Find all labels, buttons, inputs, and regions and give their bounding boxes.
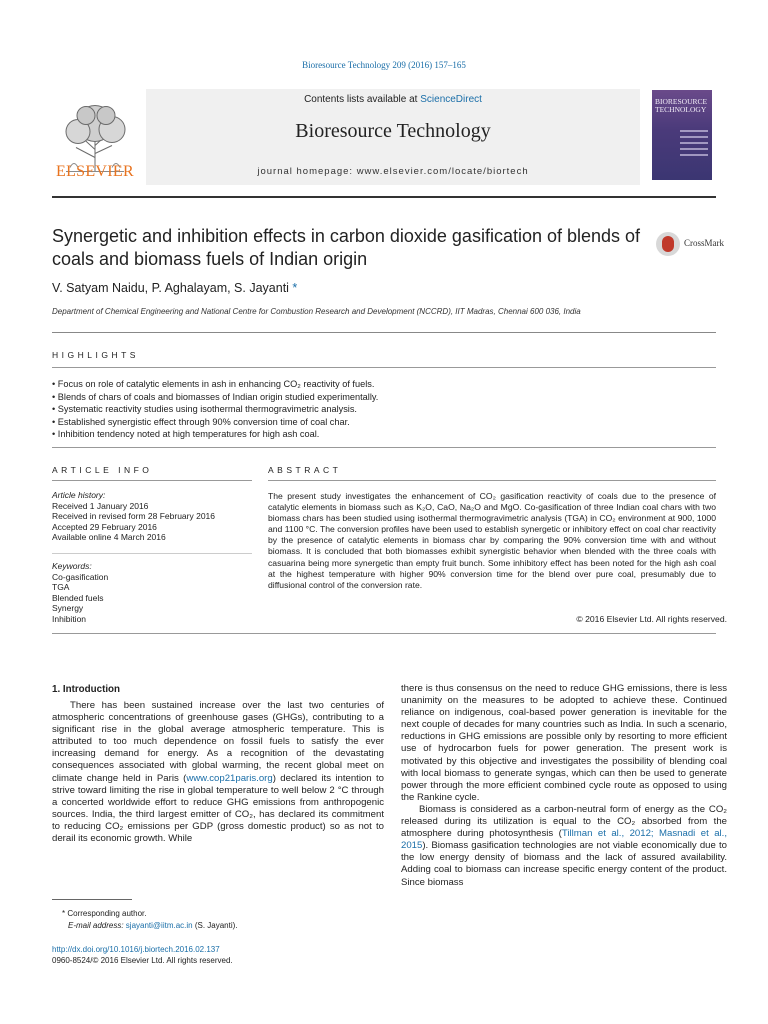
keyword-item: Blended fuels — [52, 592, 104, 603]
cop21-link[interactable]: www.cop21paris.org — [186, 772, 273, 784]
paper-title: Synergetic and inhibition effects in carbon dioxide gasification of blends of coals and biomass fuels of Indian origin — [52, 226, 641, 269]
highlight-item: • Focus on role of catalytic elements in ash in enhancing CO₂ reactivity of fuels. — [52, 378, 716, 391]
highlights-heading: HIGHLIGHTS — [52, 350, 139, 360]
email-label: E-mail address: — [68, 920, 126, 930]
highlights-list — [52, 378, 716, 441]
doi-block — [52, 944, 382, 966]
journal-cover-thumbnail[interactable] — [652, 90, 712, 180]
intro-text: Biomass is considered as a carbon-neutral form of energy as the CO₂ released during its utilization is equal to the CO₂ absorbed from the atmosphere during photosynthesis ( — [401, 803, 727, 840]
journal-homepage[interactable]: journal homepage: www.elsevier.com/locate/biortech — [257, 166, 529, 177]
intro-text: There has been sustained increase over the last two centuries of atmospheric concentrations of greenhouse gases (GHGs), contributing to a significant rise in the global average atmospheric temperature. This is attributed to too much dependence on fossil fuels to satisfy the ever increasing demand for energy. As a recognition of the devastating consequences associated with global warming, the recent global meet on climate change held in Paris ( — [52, 700, 384, 784]
history-online: Available online 4 March 2016 — [52, 532, 166, 543]
intro-paragraph: there is thus consensus on the need to reduce GHG emissions, there is less unanimity on the measures to be adopted to achieve these. Continued reliance on indigenous, coal-based power generation is inevitable for the next couple of decades for many countries such as India. In such a scenario, reductions in GHG emissions are possible only by resorting to more efficient use of hydrocarbon fuels for power generation. The present work is motivated by this objective and investigates the possibility of blending coal with local biomass to generate syngas, which can then be used to generate power through the more efficient combined cycle route as opposed to using the Rankine cycle. — [401, 683, 727, 803]
email-suffix: (S. Jayanti). — [192, 920, 238, 930]
cover-decoration — [680, 130, 708, 160]
cover-title: BIORESOURCE TECHNOLOGY — [655, 97, 708, 114]
corresponding-author-note: * Corresponding author. — [62, 909, 147, 918]
abstract-divider — [268, 480, 716, 481]
issn-line: 0960-8524/© 2016 Elsevier Ltd. All rights reserved. — [52, 956, 233, 965]
history-received: Received 1 January 2016 — [52, 500, 149, 511]
citation-link[interactable]: Tillman et al., 2012; Masnadi et al., 2015 — [401, 828, 727, 852]
highlight-item: • Systematic reactivity studies using isothermal thermogravimetric analysis. — [52, 403, 716, 416]
article-info-inner-divider — [52, 553, 252, 554]
author-list — [52, 281, 297, 295]
sciencedirect-link[interactable]: ScienceDirect — [420, 94, 482, 105]
highlight-item: • Blends of chars of coals and biomasses of Indian origin studied experimentally. — [52, 391, 716, 404]
footnote-divider — [52, 899, 132, 900]
keyword-item: Synergy — [52, 603, 84, 614]
introduction-right-column — [401, 683, 727, 889]
header-divider — [52, 196, 716, 198]
intro-text: ) declared its intention to strive toward limiting the rise in global temperature to well below 2 °C through a concerted worldwide effort to reduce GHG emissions from anthropogenic sources. India, the third largest emitter of CO₂, has declared its commitment to reducing CO₂ emissions per GDP (gross domestic product) so as not to derail its economic growth. While — [52, 772, 384, 845]
keywords — [52, 561, 252, 625]
article-info-heading: ARTICLE INFO — [52, 465, 153, 475]
authors-names: V. Satyam Naidu, P. Aghalayam, S. Jayanti — [52, 281, 289, 295]
crossmark-button[interactable] — [656, 232, 746, 258]
email-link[interactable]: sjayanti@iitm.ac.in — [125, 920, 193, 930]
footnote — [52, 908, 382, 931]
introduction-heading: 1. Introduction — [52, 684, 121, 695]
journal-name: Bioresource Technology — [295, 120, 491, 142]
history-revised: Received in revised form 28 February 2016 — [52, 511, 215, 522]
email-line — [52, 920, 382, 932]
corresponding-author-mark[interactable]: * — [288, 281, 298, 295]
intro-text: ). Biomass gasification technologies are not viable economically due to the low energy density of biomass and the lack of assured availability. Adding coal to biomass can increase specific energy content of the product. Since biomass — [401, 840, 727, 888]
keyword-item: Inhibition — [52, 613, 87, 624]
abstract-bottom-divider — [52, 633, 716, 634]
article-info-divider — [52, 480, 252, 481]
highlights-divider — [52, 367, 716, 368]
crossmark-label: CrossMark — [684, 238, 724, 248]
keywords-label: Keywords: — [52, 561, 92, 571]
affiliation: Department of Chemical Engineering and National Centre for Combustion Research and Development (NCCRD), IIT Madras, Chennai 600 036, India — [52, 307, 581, 316]
doi-link[interactable]: http://dx.doi.org/10.1016/j.biortech.2016.02.137 — [52, 945, 220, 954]
contents-line — [146, 94, 640, 105]
abstract-text: The present study investigates the enhancement of CO₂ gasification reactivity of coals due to the presence of catalytic elements in biomass such as K₂O, CaO, Na₂O and MgO. Co-gasification of three Indian coal chars with two biomass chars has been studied using isothermal thermogravimetric analysis (TGA) in CO₂ environment at 900, 1000 and 1100 °C. The conversion profiles have been used to establish synergetic or inhibitory effect on coal char reactivity by the presence of catalytic elements in biomass char by comparing the 90% conversion time with and without biomass. It is concluded that both biomasses exhibit synergistic behavior when blended with the three coals with casuarina being more synergetic than empty fruit bunch. Some inhibitory effect has been noted for the high ash coal at the highest temperature with higher 90% conversion time for the blend over pure coal, presumably due to diffusional control of the conversion rate. — [268, 491, 716, 590]
journal-reference[interactable]: Bioresource Technology 209 (2016) 157–165 — [302, 60, 466, 70]
crossmark-icon — [656, 232, 680, 256]
abstract-heading: ABSTRACT — [268, 465, 342, 475]
article-history — [52, 490, 252, 543]
keyword-item: Co-gasification — [52, 571, 109, 582]
abstract-copyright: © 2016 Elsevier Ltd. All rights reserved. — [576, 614, 727, 624]
keyword-item: TGA — [52, 582, 70, 593]
highlight-item: • Established synergistic effect through 90% conversion time of coal char. — [52, 416, 716, 429]
contents-prefix: Contents lists available at — [304, 94, 421, 105]
article-history-label: Article history: — [52, 490, 106, 500]
title-divider — [52, 332, 716, 333]
history-accepted: Accepted 29 February 2016 — [52, 521, 157, 532]
introduction-left-column — [52, 700, 384, 845]
highlight-item: • Inhibition tendency noted at high temperatures for high ash coal. — [52, 428, 716, 441]
elsevier-wordmark: ELSEVIER — [56, 163, 134, 180]
highlights-bottom-divider — [52, 447, 716, 448]
intro-paragraph — [401, 804, 727, 889]
